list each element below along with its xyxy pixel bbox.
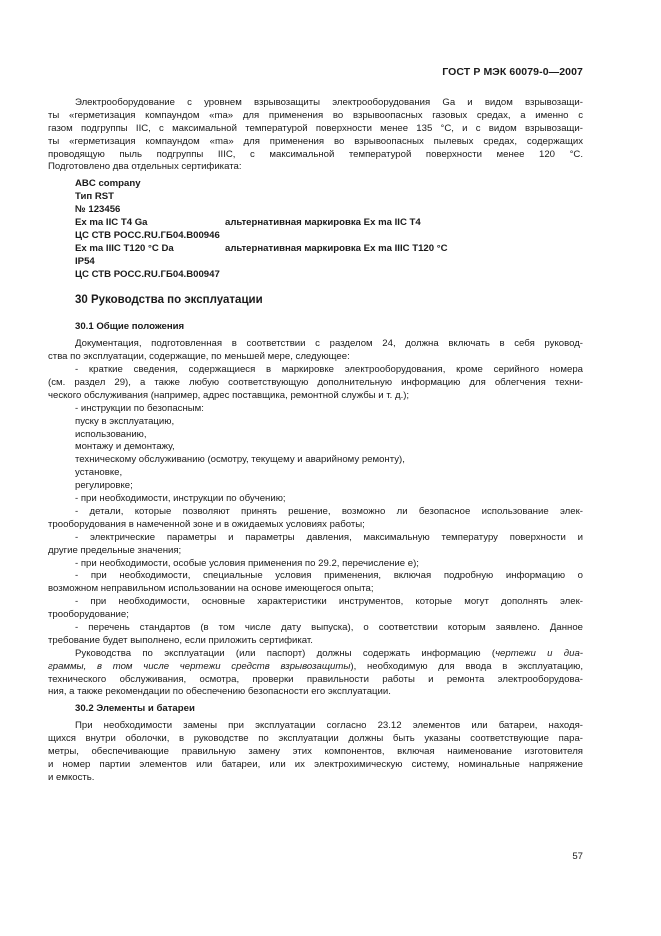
alt-marking-2: альтернативная маркировка Ex ma IIIC T120 °C [225, 242, 448, 254]
text-line: трооборудование; [48, 609, 129, 621]
plain-text: Руководства по эксплуатации (или паспорт) должны содержать информацию ( [75, 647, 496, 659]
marking-1: Ex ma IIC T4 Ga [75, 217, 148, 229]
text-line: ты «герметизация компаундом «ma» для применения во взрывоопасных пылевых средах, содержащих [48, 135, 583, 147]
text-line: ния, а также рекомендации по обеспечению безопасности его эксплуатации. [48, 686, 391, 698]
text-line: другие предельные значения; [48, 544, 182, 556]
list-item: - краткие сведения, содержащиеся в маркировке электрооборудования, кроме серийного номера [75, 364, 583, 376]
text-line: Документация, подготовленная в соответствии с разделом 24, должна включать в себя руковод- [75, 338, 583, 350]
sub-list-item: использованию, [75, 428, 147, 440]
section-30-2-heading: 30.2 Элементы и батареи [75, 703, 195, 715]
italic-text: граммы, в том числе чертежи средств взрывозащиты [48, 660, 351, 672]
text-line: требование будет выполнено, если приложить сертификат. [48, 634, 313, 646]
text-line: проводящую пыль подгруппы IIIC, с максимальной температурой поверхности менее 120 °C. [48, 148, 583, 160]
cert-type: Тип RST [75, 191, 115, 203]
text-line [48, 661, 583, 674]
standard-header: ГОСТ Р МЭК 60079-0—2007 [442, 66, 583, 78]
intro-paragraph [48, 97, 583, 174]
text-line: технического обслуживания, осмотра, проверки правильности работы и ремонта электрооборудова- [48, 673, 583, 685]
text-line: (см. раздел 29), а также любую соответствующую дополнительную информацию для облегчения техни- [48, 377, 583, 389]
text-line: Подготовлено два отдельных сертификата: [48, 161, 242, 173]
text-line: и емкость. [48, 771, 95, 783]
plain-text: ), необходимую для ввода в эксплуатацию, [350, 660, 584, 672]
text-line: Электрооборудование с уровнем взрывозащиты электрооборудования Ga и видом взрывозащи- [75, 97, 583, 108]
text-line: возможном неправильном использовании на основе имеющегося опыта; [48, 583, 374, 595]
text-line: ства по эксплуатации, содержащие, по меньшей мере, следующее: [48, 351, 350, 363]
text-line: щихся внутри оболочки, в руководстве по эксплуатации должны быть указаны соответствующие пара- [48, 733, 583, 745]
sub-list-item: техническому обслуживанию (осмотру, текущему и аварийному ремонту), [75, 454, 405, 466]
list-item: - при необходимости, специальные условия применения, включая подробную информацию о [75, 570, 583, 582]
cert-marking-1 [48, 217, 583, 230]
document-body [48, 97, 583, 785]
sub-list-item: установке, [75, 467, 123, 479]
marking-2: Ex ma IIIC T120 °C Da [75, 242, 174, 254]
list-item: - при необходимости, инструкции по обучению; [75, 493, 286, 505]
text-line: трооборудования в намеченной зоне и в ожидаемых условиях работы; [48, 518, 365, 530]
cert-ip: IP54 [75, 255, 95, 267]
sub-list-item: пуску в эксплуатацию, [75, 415, 175, 427]
text-line: и номер партии элементов или батареи, или их электрохимическую систему, номинальные напряжение [48, 758, 583, 770]
list-item: - электрические параметры и параметры давления, максимальную температуру поверхности и [75, 531, 583, 543]
text-line: газом подгруппы IIC, с максимальной температурой поверхности менее 135 °C, и с видом взрывозащи- [48, 122, 583, 134]
certificate-block [48, 178, 583, 281]
list-item: - детали, которые позволяют принять решение, возможно ли безопасное использование элек- [75, 505, 583, 517]
sub-list-item: монтажу и демонтажу, [75, 441, 175, 453]
text-line: метры, обеспечивающие правильную замену этих компонентов, включая наименование изготовителя [48, 745, 583, 757]
page-number: 57 [572, 851, 583, 862]
text-line: ты «герметизация компаундом «ma» для применения во взрывоопасных газовых средах, а именно с [48, 109, 583, 121]
text-line [48, 648, 583, 661]
list-item: - при необходимости, основные характеристики инструментов, которые могут дополнять элек- [75, 596, 583, 608]
list-item: - при необходимости, особые условия применения по 29.2, перечисление е); [75, 557, 419, 569]
sub-list-item: регулировке; [75, 480, 133, 492]
cert-number: № 123456 [75, 204, 121, 216]
section-30-1-heading: 30.1 Общие положения [75, 321, 185, 333]
alt-marking-1: альтернативная маркировка Ex ma IIC T4 [225, 217, 421, 229]
cert-company: ABC company [75, 178, 141, 190]
list-item: - перечень стандартов (в том числе дату выпуска), о соответствии которым заявлено. Данное [75, 621, 583, 633]
text-line: При необходимости замены при эксплуатации согласно 23.12 элементов или батареи, находя- [75, 720, 583, 732]
cert-id-2: ЦС СТВ РОСС.RU.ГБ04.В00947 [75, 268, 220, 280]
text-line: ческого обслуживания (например, адрес поставщика, ремонтной службы и т. д.); [48, 389, 410, 401]
list-item: - инструкции по безопасным: [75, 402, 204, 414]
cert-marking-2 [48, 243, 583, 256]
italic-text: чертежи и диа- [495, 647, 583, 659]
section-30-heading: 30 Руководства по эксплуатации [75, 294, 263, 307]
cert-id-1: ЦС СТВ РОСС.RU.ГБ04.В00946 [75, 229, 220, 241]
